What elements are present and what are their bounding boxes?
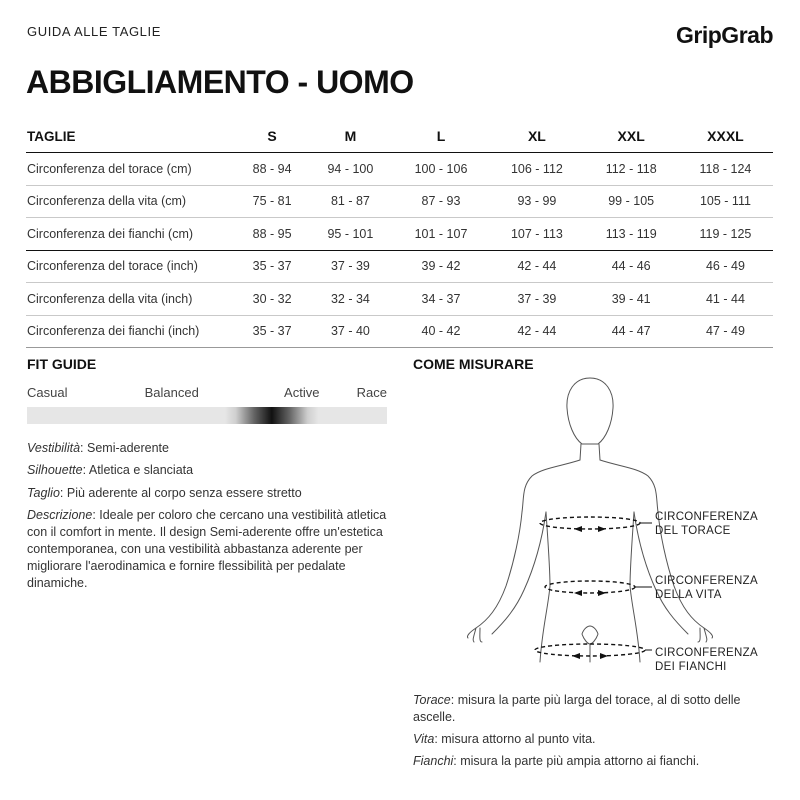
waist-callout-line2: DELLA VITA [655, 589, 722, 601]
table-header-row [26, 120, 773, 153]
table-cell: 93 - 99 [489, 185, 584, 218]
cut-value: : Più aderente al corpo senza essere stretto [59, 486, 302, 500]
row-label: Circonferenza dei fianchi (cm) [26, 218, 236, 251]
table-cell: 101 - 107 [393, 218, 490, 251]
chest-note-text: : misura la parte più larga del torace, al di sotto delle ascelle. [413, 693, 741, 724]
table-row [26, 185, 773, 218]
table-cell: 118 - 124 [678, 153, 773, 186]
table-cell: 100 - 106 [393, 153, 490, 186]
row-label: Circonferenza del torace (inch) [26, 250, 236, 283]
waist-callout [655, 574, 758, 602]
table-row [26, 283, 773, 316]
chest-callout-line1: CIRCONFERENZA [655, 511, 758, 523]
column-header: M [308, 120, 392, 153]
table-row [26, 218, 773, 251]
fit-scale-labels [27, 385, 387, 400]
waist-note-label: Vita [413, 732, 435, 746]
silhouette-value: : Atletica e slanciata [82, 463, 194, 477]
table-cell: 40 - 42 [393, 315, 490, 348]
row-label: Circonferenza dei fianchi (inch) [26, 315, 236, 348]
hips-note [413, 753, 773, 770]
table-cell: 46 - 49 [678, 250, 773, 283]
silhouette-line [27, 462, 392, 479]
table-cell: 87 - 93 [393, 185, 490, 218]
size-table [26, 120, 773, 348]
table-cell: 37 - 40 [308, 315, 392, 348]
table-cell: 32 - 34 [308, 283, 392, 316]
cut-line [27, 485, 392, 502]
waist-note-text: : misura attorno al punto vita. [434, 732, 596, 746]
hips-note-text: : misura la parte più ampia attorno ai fianchi. [453, 754, 700, 768]
table-cell: 41 - 44 [678, 283, 773, 316]
column-header: XL [489, 120, 584, 153]
fit-level-balanced: Balanced [144, 385, 199, 400]
table-cell: 37 - 39 [489, 283, 584, 316]
fit-level-race: Race [356, 385, 387, 400]
chest-callout-line2: DEL TORACE [655, 525, 731, 537]
table-cell: 113 - 119 [584, 218, 677, 251]
table-cell: 42 - 44 [489, 250, 584, 283]
fit-level-casual: Casual [27, 385, 68, 400]
table-cell: 39 - 42 [393, 250, 490, 283]
table-cell: 88 - 94 [236, 153, 308, 186]
row-label: Circonferenza della vita (cm) [26, 185, 236, 218]
table-cell: 119 - 125 [678, 218, 773, 251]
column-header: XXL [584, 120, 677, 153]
column-header: TAGLIE [26, 120, 236, 153]
table-row [26, 250, 773, 283]
fit-value: : Semi-aderente [80, 441, 169, 455]
hips-callout-line1: CIRCONFERENZA [655, 647, 758, 659]
column-header: XXXL [678, 120, 773, 153]
row-label: Circonferenza del torace (cm) [26, 153, 236, 186]
description-value: : Ideale per coloro che cercano una vestibilità atletica con il comfort in mente. Il design Semi-aderente offre un'estetica contemporanea, con una vestibilità abbastanza aderente per migliorare l'aerodinamica e fornire flessibilità per pedalate dinamiche. [27, 508, 387, 590]
table-cell: 30 - 32 [236, 283, 308, 316]
hips-callout-line2: DEI FIANCHI [655, 661, 727, 673]
table-cell: 35 - 37 [236, 250, 308, 283]
table-cell: 39 - 41 [584, 283, 677, 316]
column-header: S [236, 120, 308, 153]
row-label: Circonferenza della vita (inch) [26, 283, 236, 316]
table-cell: 95 - 101 [308, 218, 392, 251]
cut-label: Taglio [27, 486, 60, 500]
table-cell: 47 - 49 [678, 315, 773, 348]
hips-note-label: Fianchi [413, 754, 454, 768]
table-row [26, 315, 773, 348]
table-cell: 88 - 95 [236, 218, 308, 251]
fit-label: Vestibilità [27, 441, 81, 455]
table-cell: 44 - 47 [584, 315, 677, 348]
waist-callout-line1: CIRCONFERENZA [655, 575, 758, 587]
silhouette-label: Silhouette [27, 463, 83, 477]
guide-label: GUIDA ALLE TAGLIE [27, 24, 161, 39]
table-cell: 99 - 105 [584, 185, 677, 218]
column-header: L [393, 120, 490, 153]
table-cell: 44 - 46 [584, 250, 677, 283]
table-cell: 75 - 81 [236, 185, 308, 218]
fit-level-active: Active [284, 385, 320, 400]
table-cell: 112 - 118 [584, 153, 677, 186]
fit-guide-title: FIT GUIDE [27, 356, 97, 372]
description-block [27, 507, 392, 592]
hips-callout [655, 646, 758, 674]
fit-scale-bar [27, 407, 387, 424]
chest-note-label: Torace [413, 693, 451, 707]
table-row [26, 153, 773, 186]
table-cell: 81 - 87 [308, 185, 392, 218]
table-cell: 35 - 37 [236, 315, 308, 348]
table-cell: 94 - 100 [308, 153, 392, 186]
waist-note [413, 731, 773, 748]
table-cell: 107 - 113 [489, 218, 584, 251]
table-cell: 106 - 112 [489, 153, 584, 186]
table-cell: 37 - 39 [308, 250, 392, 283]
table-cell: 34 - 37 [393, 283, 490, 316]
table-cell: 42 - 44 [489, 315, 584, 348]
how-to-measure-title: COME MISURARE [413, 356, 534, 372]
description-label: Descrizione [27, 508, 93, 522]
brand-logo: GripGrab [676, 22, 773, 48]
chest-callout [655, 510, 758, 538]
fit-line [27, 440, 392, 457]
chest-note [413, 692, 773, 726]
page-title: ABBIGLIAMENTO - UOMO [26, 64, 414, 100]
table-cell: 105 - 111 [678, 185, 773, 218]
